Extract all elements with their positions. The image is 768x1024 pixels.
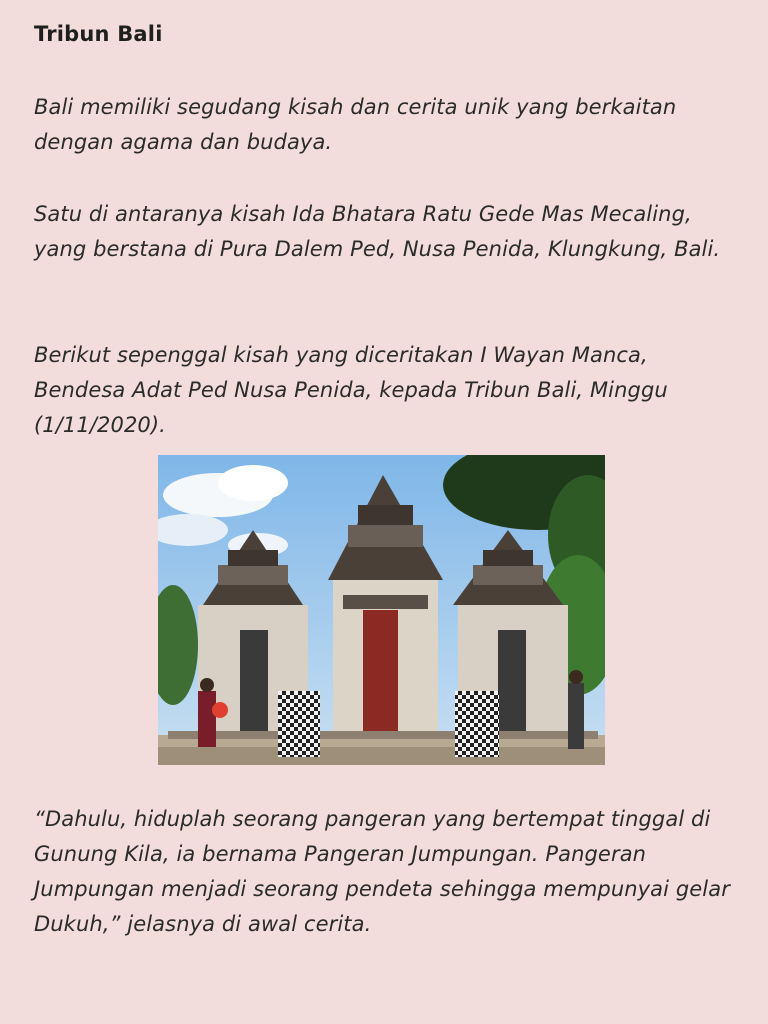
paragraph-quote: “Dahulu, hiduplah seorang pangeran yang bertempat tinggal di Gunung Kila, ia bernama Pangeran Jumpungan. Pangeran Jumpungan menjadi seorang pendeta sehingga mempunyai gelar Dukuh,” jelasnya di awal cerita. [34, 807, 730, 936]
paragraph-narrator: Berikut sepenggal kisah yang diceritakan I Wayan Manca, Bendesa Adat Ped Nusa Penida, kepada Tribun Bali, Minggu (1/11/2020). [34, 343, 668, 437]
paragraph-intro: Bali memiliki segudang kisah dan cerita unik yang berkaitan dengan agama dan budaya. [34, 95, 677, 154]
paragraph-story-subject: Satu di antaranya kisah Ida Bhatara Ratu Gede Mas Mecaling, yang berstana di Pura Dalem Ped, Nusa Penida, Klungkung, Bali. [34, 202, 721, 261]
temple-gate-photo [158, 455, 605, 765]
source-title: Tribun Bali [34, 22, 163, 46]
